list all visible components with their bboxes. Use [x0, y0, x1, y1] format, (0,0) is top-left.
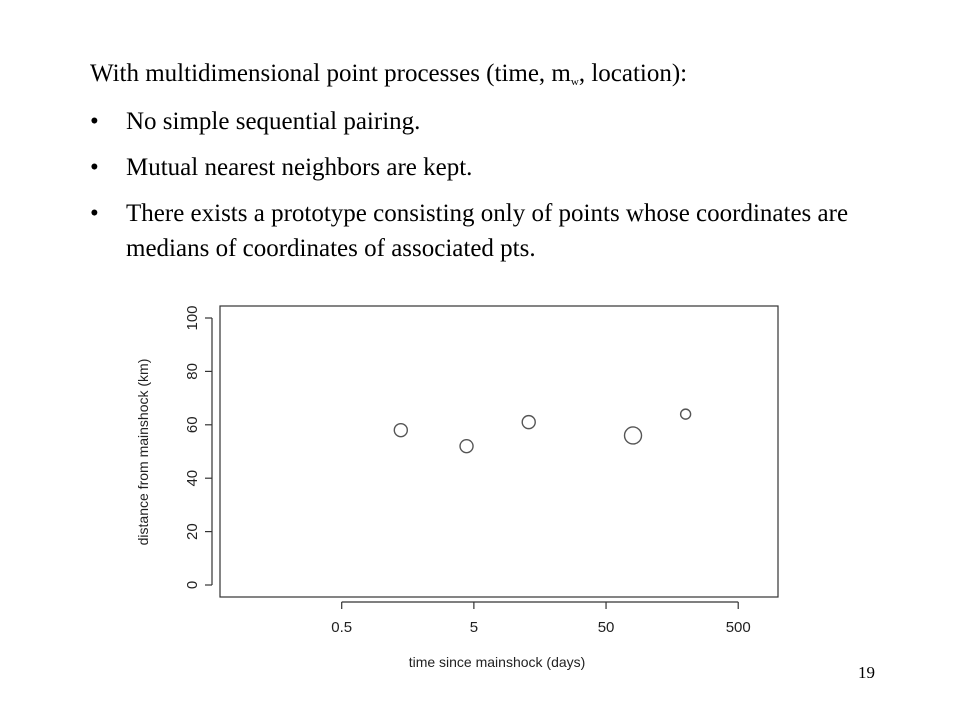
y-tick-label: 20: [184, 523, 201, 540]
x-tick-label: 500: [725, 619, 751, 636]
bullet-symbol: •: [90, 200, 99, 227]
plot-frame: [220, 306, 778, 597]
data-points: [394, 409, 690, 453]
y-axis-label: distance from mainshock (km): [135, 358, 151, 546]
y-tick-label: 40: [184, 469, 201, 487]
data-point: [460, 440, 473, 453]
y-axis: [184, 305, 212, 589]
y-tick-label: 60: [184, 416, 201, 434]
y-tick-label: 100: [184, 305, 201, 331]
bullet-text: Mutual nearest neighbors are kept.: [126, 154, 473, 181]
x-axis: [331, 602, 750, 636]
heading-suffix: , location):: [578, 60, 688, 87]
y-tick-label: 80: [184, 363, 201, 380]
bullet-symbol: •: [90, 154, 99, 181]
x-axis-label: time since mainshock (days): [408, 654, 586, 670]
data-point: [522, 416, 535, 429]
page-number: 19: [858, 663, 875, 682]
x-tick-label: 50: [597, 619, 615, 636]
data-point: [681, 409, 691, 419]
bullet-text: No simple sequential pairing.: [126, 108, 421, 135]
heading-subscript: w: [570, 76, 579, 88]
bullet-text: There exists a prototype consisting only of points whose coordinates are medians of coordinates of associated pts.: [126, 200, 849, 262]
x-tick-label: 0.5: [331, 619, 353, 636]
heading-prefix: With multidimensional point processes (time, m: [90, 60, 571, 87]
data-point: [625, 427, 642, 444]
bullet-symbol: •: [90, 108, 99, 135]
y-tick-label: 0: [184, 580, 201, 590]
x-tick-label: 5: [469, 619, 479, 636]
data-point: [394, 424, 407, 437]
